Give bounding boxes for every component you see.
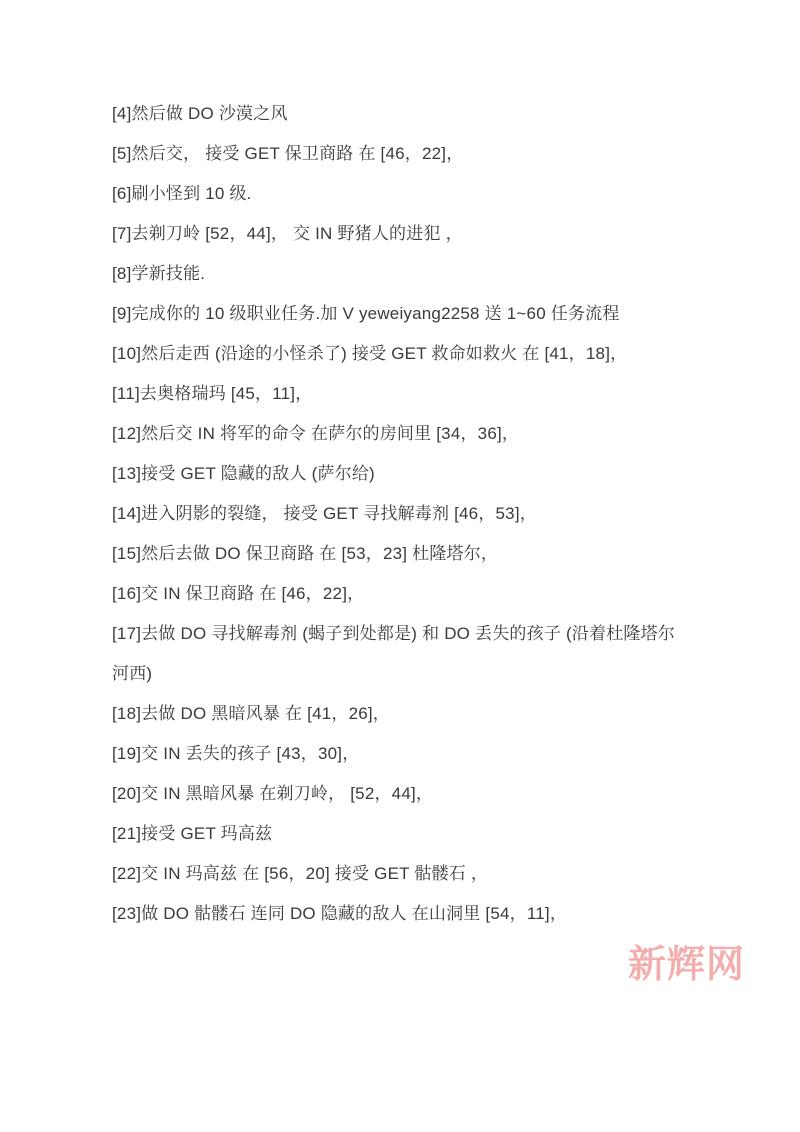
- guide-step: [20]交 IN 黑暗风暴 在剃刀岭， [52，44]，: [112, 784, 434, 803]
- guide-step: [18]去做 DO 黑暗风暴 在 [41，26]，: [112, 704, 391, 723]
- guide-step: [9]完成你的 10 级职业任务.加 V yeweiyang2258 送 1~60 任务流程: [112, 304, 620, 323]
- guide-step: [22]交 IN 玛高兹 在 [56，20] 接受 GET 骷髅石 ，: [112, 864, 489, 883]
- guide-step: [15]然后去做 DO 保卫商路 在 [53，23] 杜隆塔尔，: [112, 544, 499, 563]
- guide-step: [17]去做 DO 寻找解毒剂 (蝎子到处都是) 和 DO 丢失的孩子 (沿着杜隆塔尔河西): [112, 624, 675, 683]
- guide-step: [21]接受 GET 玛高兹: [112, 824, 273, 843]
- guide-step: [7]去剃刀岭 [52，44]， 交 IN 野猪人的进犯 ，: [112, 224, 463, 243]
- guide-step: [19]交 IN 丢失的孩子 [43，30]，: [112, 744, 360, 763]
- guide-step: [6]刷小怪到 10 级.: [112, 184, 252, 203]
- guide-step: [10]然后走西 (沿途的小怪杀了) 接受 GET 救命如救火 在 [41，18]，: [112, 344, 628, 363]
- guide-step: [16]交 IN 保卫商路 在 [46，22]，: [112, 584, 365, 603]
- guide-step: [13]接受 GET 隐藏的敌人 (萨尔给): [112, 464, 375, 483]
- guide-step: [4]然后做 DO 沙漠之风: [112, 104, 288, 123]
- guide-step: [23]做 DO 骷髅石 连同 DO 隐藏的敌人 在山洞里 [54，11]，: [112, 904, 568, 923]
- guide-step: [5]然后交， 接受 GET 保卫商路 在 [46，22]，: [112, 144, 464, 163]
- guide-step: [8]学新技能.: [112, 264, 206, 283]
- guide-step-list: [112, 94, 684, 934]
- watermark: 新辉网: [628, 944, 746, 986]
- guide-step: [14]进入阴影的裂缝， 接受 GET 寻找解毒剂 [46，53]，: [112, 504, 537, 523]
- guide-step: [12]然后交 IN 将军的命令 在萨尔的房间里 [34，36]，: [112, 424, 520, 443]
- guide-step: [11]去奥格瑞玛 [45，11]，: [112, 384, 313, 403]
